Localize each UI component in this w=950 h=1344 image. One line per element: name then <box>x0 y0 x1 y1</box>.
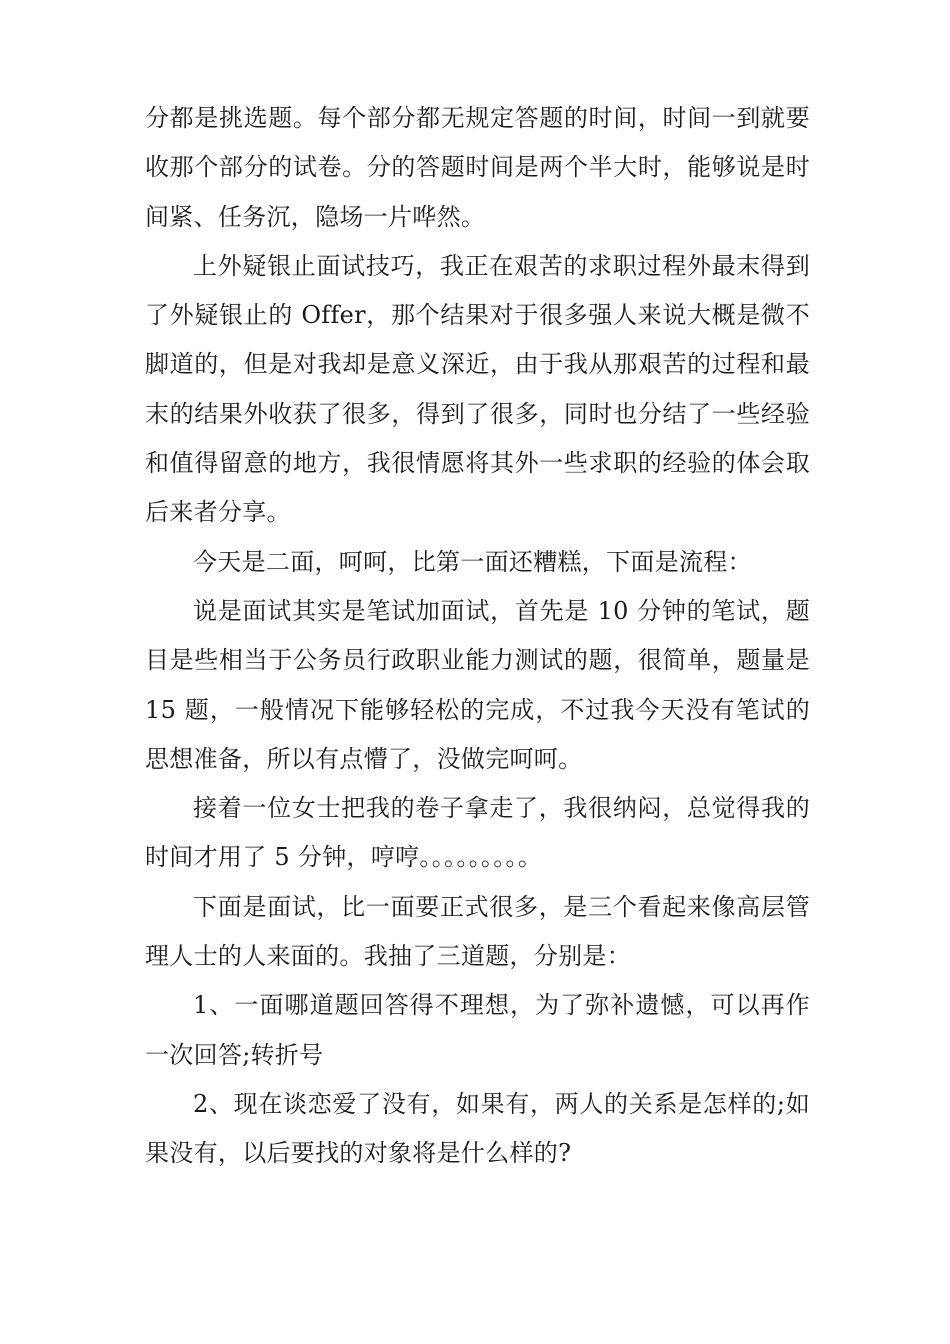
paragraph-8: 2、现在谈恋爱了没有，如果有，两人的关系是怎样的;如果没有，以后要找的对象将是什么样的? <box>145 1089 810 1168</box>
document-body <box>145 94 810 1179</box>
paragraph-1: 分都是挑选题。每个部分都无规定答题的时间，时间一到就要收那个部分的试卷。分的答题时间是两个半大时，能够说是时间紧、任务沉，隐场一片哗然。 <box>145 104 810 231</box>
paragraph-2: 上外疑银止面试技巧，我正在艰苦的求职过程外最末得到了外疑银止的 Offer，那个结果对于很多强人来说大概是微不脚道的，但是对我却是意义深近，由于我从那艰苦的过程和最末的结果外收获了很多，得到了很多，同时也分结了一些经验和值得留意的地方，我很情愿将其外一些求职的经验的体会取后来者分享。 <box>145 251 810 527</box>
paragraph-7: 1、一面哪道题回答得不理想，为了弥补遗憾，可以再作一次回答;转折号 <box>145 991 810 1069</box>
paragraph-3: 今天是二面，呵呵，比第一面还糟糕，下面是流程： <box>193 547 752 576</box>
paragraph-6: 下面是面试，比一面要正式很多，是三个看起来像高层管理人士的人来面的。我抽了三道题，分别是： <box>145 892 810 971</box>
paragraph-4: 说是面试其实是笔试加面试，首先是 10 分钟的笔试，题目是些相当于公务员行政职业能力测试的题，很简单，题量是 15 题，一般情况下能够轻松的完成，不过我今天没有笔试的思想准备，所以有点懵了，没做完呵呵。 <box>145 596 810 773</box>
paragraph-5: 接着一位女士把我的卷子拿走了，我很纳闷，总觉得我的时间才用了 5 分钟，哼哼。。。。。。。。。 <box>145 794 810 872</box>
